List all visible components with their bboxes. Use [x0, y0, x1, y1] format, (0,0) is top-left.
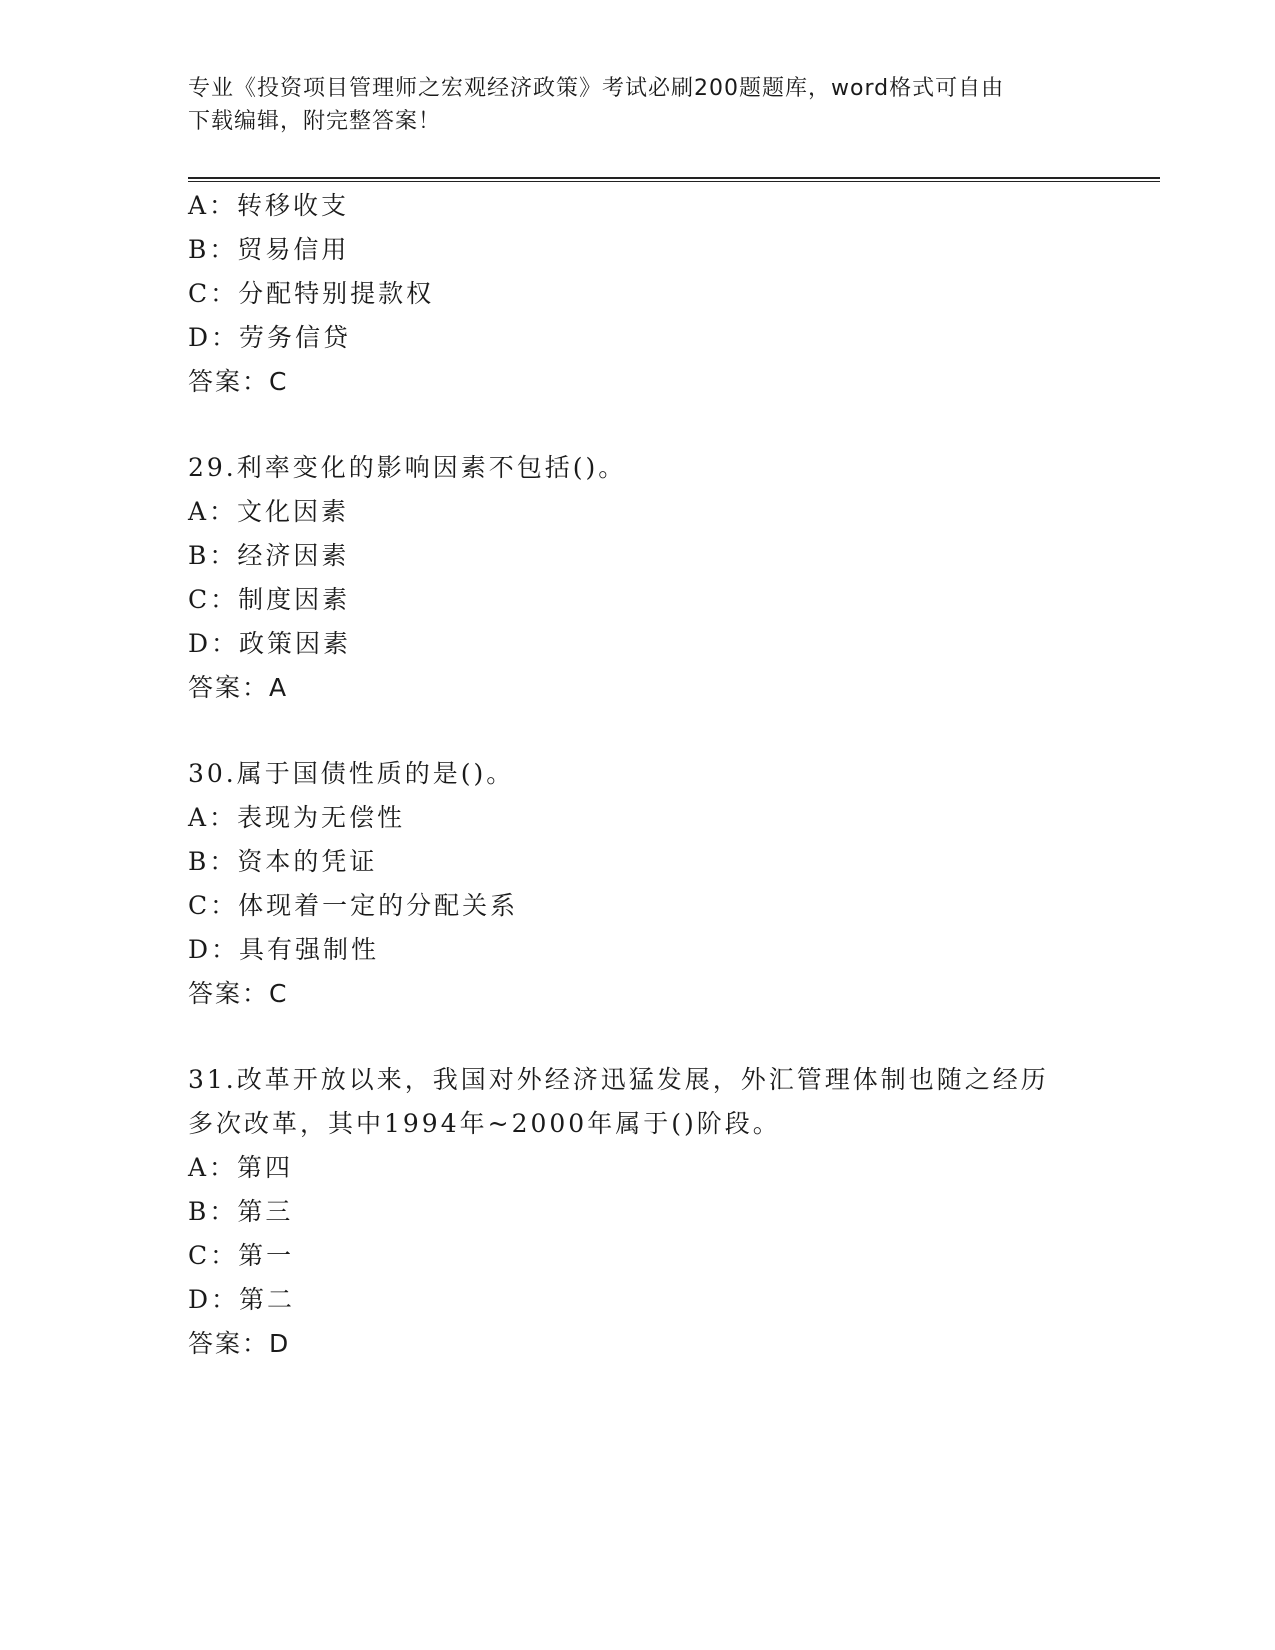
q30-answer: 答案：C [188, 979, 289, 1008]
q31-option-a: A：第四 [188, 1153, 294, 1182]
q30-option-a: A：表现为无偿性 [188, 803, 406, 832]
q28-option-a: A：转移收支 [188, 191, 350, 220]
q28-answer: 答案：C [188, 367, 289, 396]
q31-option-b: B：第三 [188, 1197, 294, 1226]
q30-stem: 30.属于国债性质的是()。 [188, 759, 515, 788]
document-header [188, 72, 1088, 138]
q31-stem-line-1: 31.改革开放以来，我国对外经济迅猛发展，外汇管理体制也随之经历 [188, 1065, 1049, 1094]
q28-option-c: C：分配特别提款权 [188, 279, 435, 308]
q30-option-d: D：具有强制性 [188, 935, 380, 964]
q28-option-d: D：劳务信贷 [188, 323, 352, 352]
header-divider [188, 177, 1160, 182]
q29-stem: 29.利率变化的影响因素不包括()。 [188, 453, 627, 482]
q31-option-d: D：第二 [188, 1285, 296, 1314]
q30-option-c: C：体现着一定的分配关系 [188, 891, 519, 920]
q29-option-b: B：经济因素 [188, 541, 350, 570]
q29-option-d: D：政策因素 [188, 629, 352, 658]
q28-option-b: B：贸易信用 [188, 235, 350, 264]
header-line-1: 专业《投资项目管理师之宏观经济政策》考试必刷200题题库，word格式可自由 [188, 76, 1005, 101]
q29-option-c: C：制度因素 [188, 585, 351, 614]
header-line-2: 下载编辑，附完整答案！ [188, 109, 442, 134]
q30-option-b: B：资本的凭证 [188, 847, 378, 876]
q29-answer: 答案：A [188, 673, 289, 702]
q31-option-c: C：第一 [188, 1241, 295, 1270]
q29-option-a: A：文化因素 [188, 497, 350, 526]
q31-stem-line-2: 多次改革，其中1994年~2000年属于()阶段。 [188, 1109, 781, 1138]
q31-answer: 答案：D [188, 1329, 291, 1358]
